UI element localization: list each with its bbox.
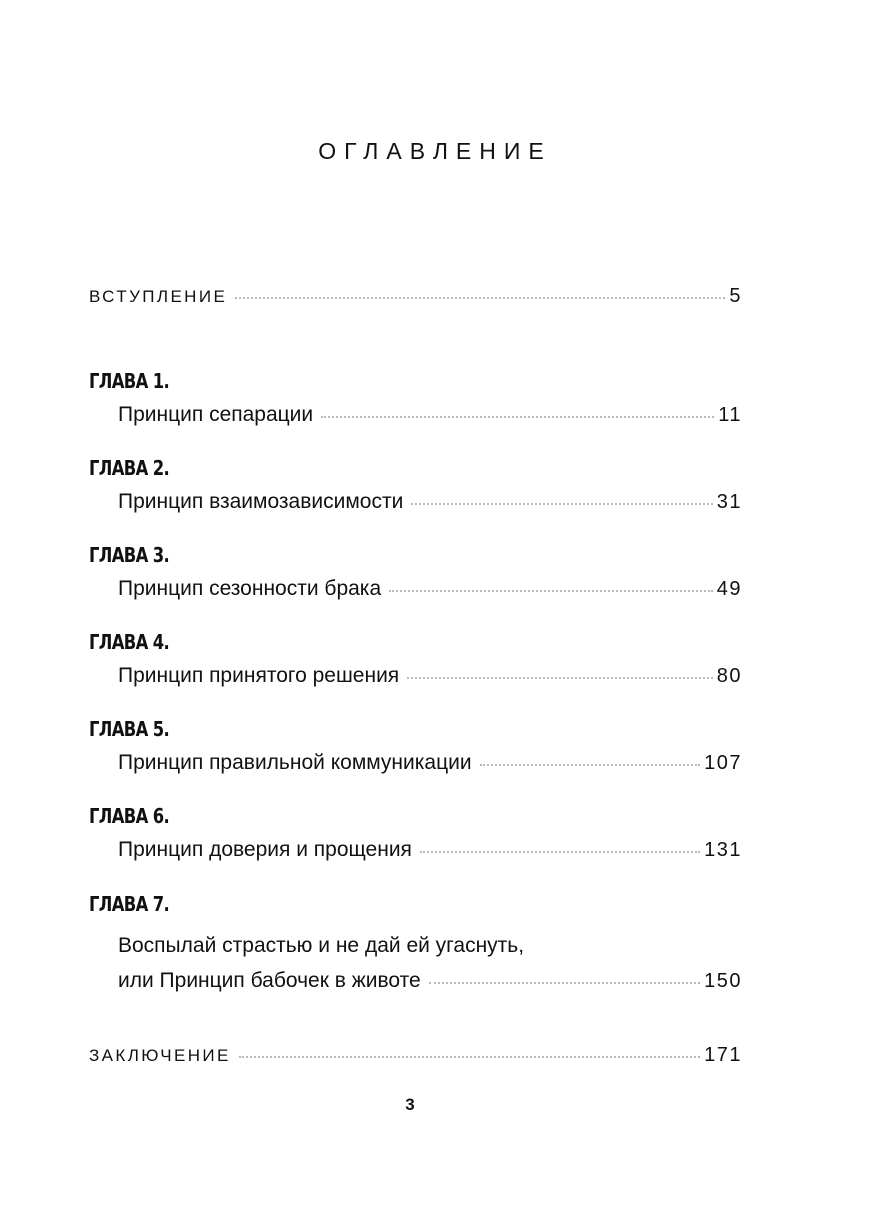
dot-leader [389,590,713,592]
toc-page-number: 5 [729,285,742,307]
chapter-heading: ГЛАВА 7. [89,892,170,916]
toc-entry-conclusion[interactable] [89,1040,742,1070]
chapter-heading: ГЛАВА 6. [89,804,170,828]
toc-entry-chapter-2[interactable] [118,487,742,517]
toc-entry-chapter-7[interactable] [118,966,742,996]
toc-page-number: 80 [716,665,742,687]
toc-page-number: 31 [716,491,742,513]
toc-page-number: 131 [704,839,742,861]
dot-leader [420,851,700,853]
toc-entry-chapter-5[interactable] [118,748,742,778]
toc-page-number: 107 [704,752,742,774]
dot-leader [429,982,700,984]
toc-entry-label: Принцип сезонности брака [118,577,382,600]
toc-entry-label-line: Воспылай страстью и не дай ей угаснуть, [118,934,525,957]
toc-page-number: 49 [716,578,742,600]
chapter-heading: ГЛАВА 1. [89,369,170,393]
dot-leader [321,416,714,418]
chapter-heading: ГЛАВА 2. [89,456,170,480]
toc-entry-label: или Принцип бабочек в животе [118,969,421,992]
dot-leader [407,677,713,679]
toc-entry-label: Принцип доверия и прощения [118,838,412,861]
chapter-heading: ГЛАВА 4. [89,630,170,654]
toc-entry-label: Принцип правильной коммуникации [118,751,472,774]
toc-entry-chapter-3[interactable] [118,574,742,604]
toc-entry-intro[interactable] [89,281,742,311]
toc-entry-chapter-6[interactable] [118,835,742,865]
chapter-heading: ГЛАВА 3. [89,543,170,567]
toc-entry-label: ВСТУПЛЕНИЕ [89,287,228,306]
page-title: ОГЛАВЛЕНИЕ [318,138,552,164]
chapter-heading: ГЛАВА 5. [89,717,170,741]
toc-page-number: 11 [718,404,742,426]
dot-leader [235,297,725,299]
toc-entry-label: Принцип сепарации [118,403,314,426]
toc-entry-label: Принцип принятого решения [118,664,400,687]
dot-leader [411,503,712,505]
dot-leader [480,764,701,766]
toc-entry-chapter-4[interactable] [118,661,742,691]
toc-page-number: 171 [704,1044,742,1066]
toc-page-number: 150 [704,970,742,992]
toc-entry-label: ЗАКЛЮЧЕНИЕ [89,1046,231,1065]
toc-entry-chapter-1[interactable] [118,400,742,430]
toc-entry-label: Принцип взаимозависимости [118,490,404,513]
page-number-footer: 3 [405,1095,415,1114]
dot-leader [239,1056,700,1058]
